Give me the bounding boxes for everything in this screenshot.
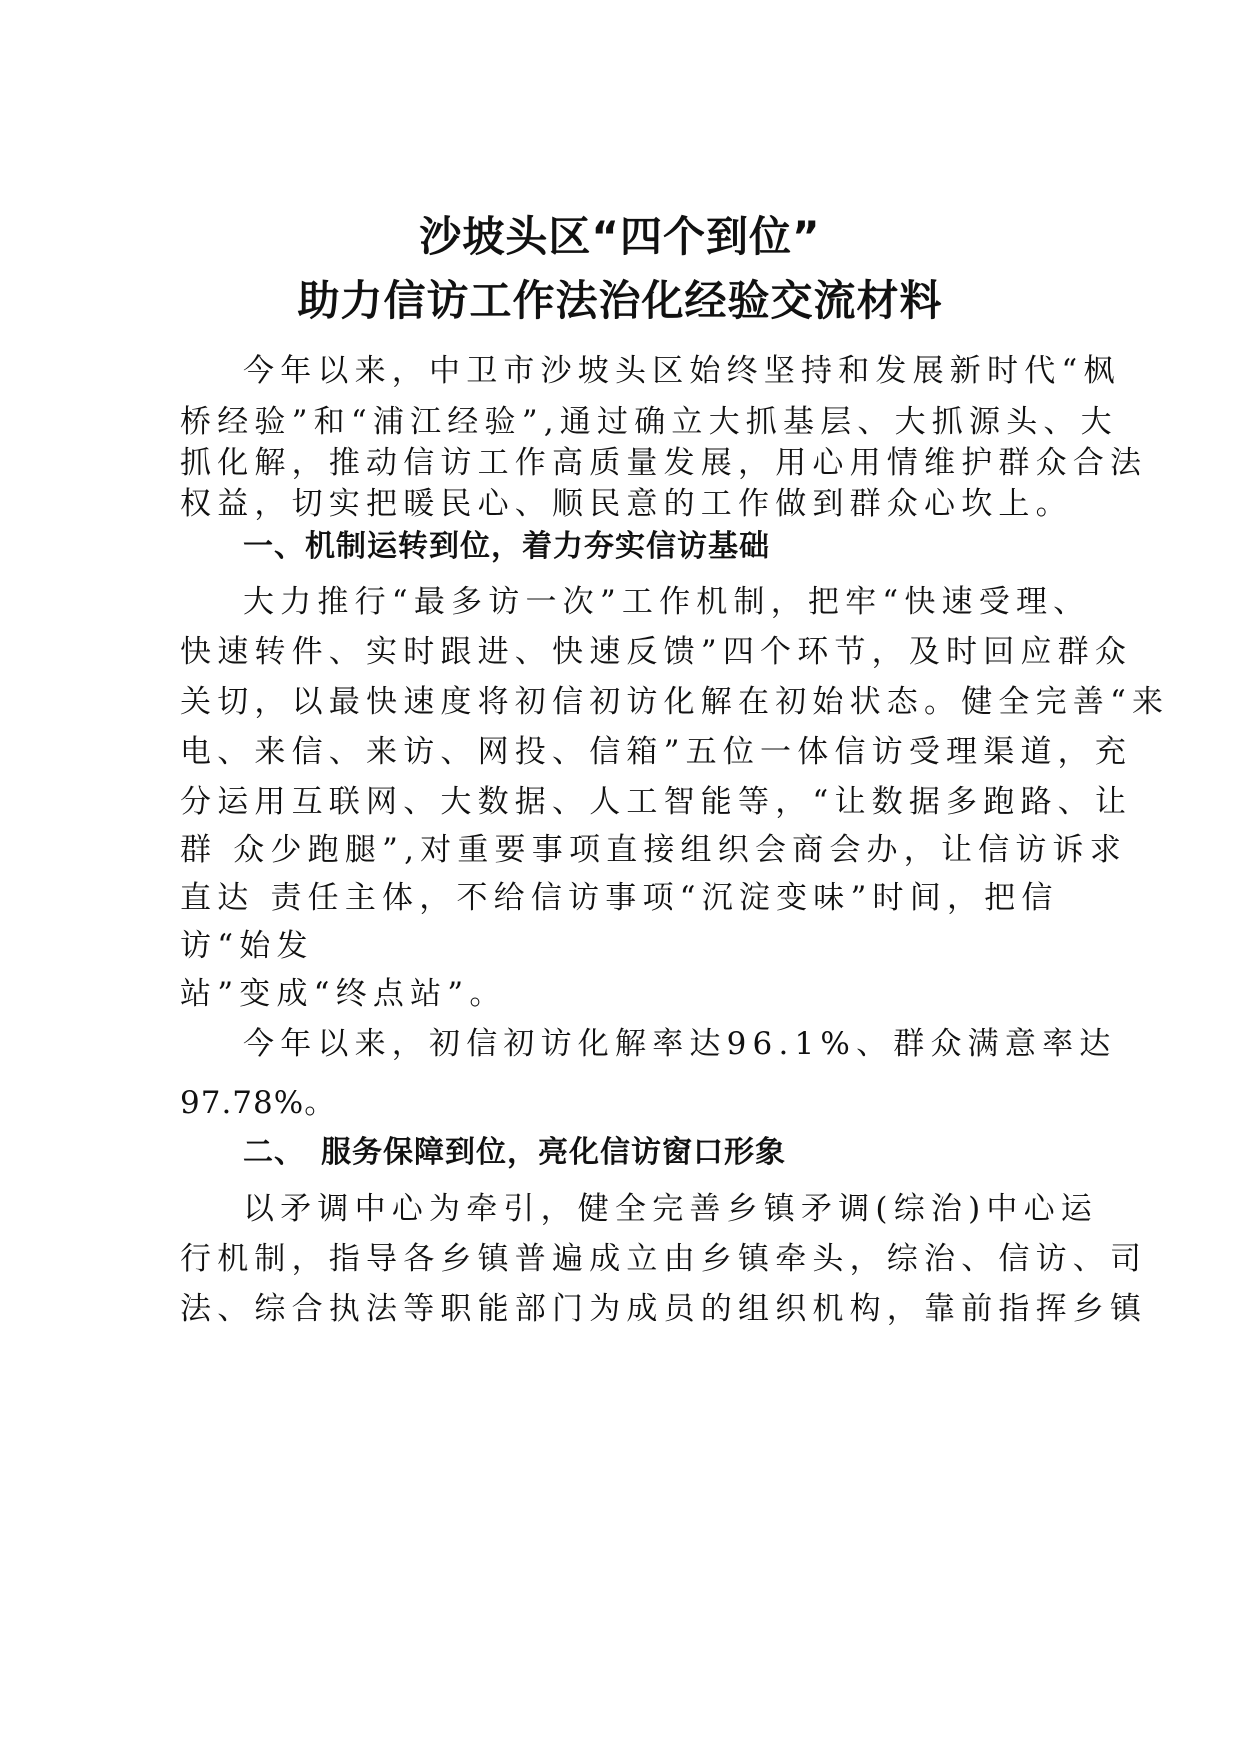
section1-line: 群 众少跑腿”,对重要事项直接组织会商会办，让信访诉求 — [180, 832, 1127, 868]
section2-line: 行机制，指导各乡镇普遍成立由乡镇牵头，综治、信访、司 — [180, 1241, 1148, 1277]
section2-line: 以矛调中心为牵引，健全完善乡镇矛调(综治)中心运 — [243, 1191, 1098, 1227]
intro-line: 桥经验”和“浦江经验”,通过确立大抓基层、大抓源头、大 — [180, 404, 1118, 440]
section2-line: 法、综合执法等职能部门为成员的组织机构，靠前指挥乡镇 — [180, 1291, 1148, 1327]
section-heading-1: 一、机制运转到位，着力夯实信访基础 — [243, 529, 770, 564]
section1-line: 访“始发 — [180, 928, 314, 964]
document-title — [180, 205, 1060, 333]
section1-stats-line: 97.78%。 — [180, 1085, 337, 1121]
section1-line: 站”变成“终点站”。 — [180, 976, 507, 1012]
section1-line: 大力推行“最多访一次”工作机制，把牢“快速受理、 — [243, 584, 1091, 620]
section1-line: 分运用互联网、大数据、人工智能等，“让数据多跑路、让 — [180, 784, 1133, 820]
title-line-2: 助力信访工作法治化经验交流材料 — [297, 276, 943, 325]
intro-line: 抓化解，推动信访工作高质量发展，用心用情维护群众合法 — [180, 445, 1148, 481]
intro-line: 今年以来，中卫市沙坡头区始终坚持和发展新时代“枫 — [243, 353, 1121, 389]
intro-line: 权益，切实把暖民心、顺民意的工作做到群众心坎上。 — [180, 486, 1073, 522]
section1-line: 直达 责任主体，不给信访事项“沉淀变味”时间，把信 — [180, 880, 1059, 916]
title-line-1: 沙坡头区“四个到位” — [419, 212, 821, 261]
section-heading-2: 二、 服务保障到位，亮化信访窗口形象 — [243, 1135, 786, 1170]
section1-line: 关切，以最快速度将初信初访化解在初始状态。健全完善“来 — [180, 684, 1170, 720]
section1-line: 电、来信、来访、网投、信箱”五位一体信访受理渠道，充 — [180, 734, 1133, 770]
section1-stats-line: 今年以来，初信初访化解率达96.1%、群众满意率达 — [243, 1026, 1117, 1062]
section1-line: 快速转件、实时跟进、快速反馈”四个环节，及时回应群众 — [180, 634, 1133, 670]
